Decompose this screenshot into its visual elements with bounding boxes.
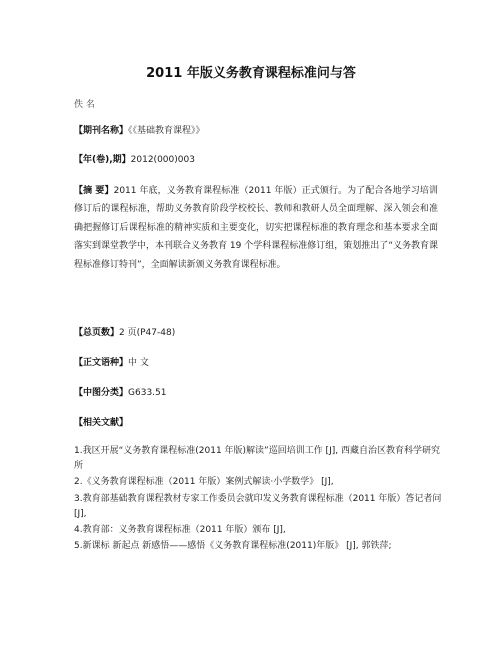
- reference-item[interactable]: 4.教育部：义务教育课程标准（2011 年版）颁布 [J],: [74, 525, 286, 536]
- year-value: 2012(000)003: [130, 155, 195, 165]
- pages-field: [74, 326, 442, 341]
- classification-label: 【中图分类】: [74, 388, 129, 398]
- references-list: [74, 444, 442, 555]
- reference-item[interactable]: 1.我区开展“义务教育课程标准(2011 年版)解读”巡回培训工作 [J], 西藏自治区教育科学研究所: [74, 446, 440, 472]
- classification-value: G633.51: [128, 388, 167, 398]
- journal-field: [74, 124, 442, 139]
- reference-item[interactable]: 5.新课标 新起点 新感悟——感悟《义务教育课程标准(2011)年版》 [J], 郭铁萍;: [74, 541, 392, 552]
- abstract-value: 2011 年底，义务教育课程标准（2011 年版）正式颁行。为了配合各地学习培训修订后的课程标准，帮助义务教育阶段学校校长、教师和教研人员全面理解、深入领会和准确把握修订后课程标准的精神实质和主要变化，切实把课程标准的教育理念和基本要求全面落实到课堂教学中，本刊联合义务教育 19 个学科课程标准修订组，策划推出了“义务教育课程标准修订特刊”，全面解读新颁义务教育课程标准。: [74, 186, 438, 270]
- journal-value: 《《基础教育课程》》: [128, 126, 205, 136]
- pages-value: 2 页(P47-48): [119, 328, 176, 338]
- language-label: 【正文语种】: [74, 358, 129, 368]
- year-label: 【年(卷),期】: [74, 155, 131, 165]
- abstract-field: [74, 182, 438, 274]
- journal-label: 【期刊名称】: [74, 126, 129, 136]
- classification-field: [74, 386, 442, 401]
- year-field: [74, 153, 442, 168]
- language-value: 中 文: [128, 358, 149, 368]
- references-heading: 【相关文献】: [74, 418, 129, 428]
- author: 佚 名: [74, 100, 95, 110]
- pages-label: 【总页数】: [74, 328, 120, 338]
- reference-item[interactable]: 3.教育部基础教育课程教材专家工作委员会就印发义务教育课程标准（2011 年版）答记者问 [J],: [74, 493, 442, 519]
- reference-item[interactable]: 2.《义务教育课程标准（2011 年版）案例式解读·小学数学》 [J],: [74, 477, 334, 488]
- language-field: [74, 356, 442, 371]
- page-title: 2011 年版义务教育课程标准问与答: [146, 66, 356, 81]
- abstract-label: 【摘 要】: [74, 186, 114, 196]
